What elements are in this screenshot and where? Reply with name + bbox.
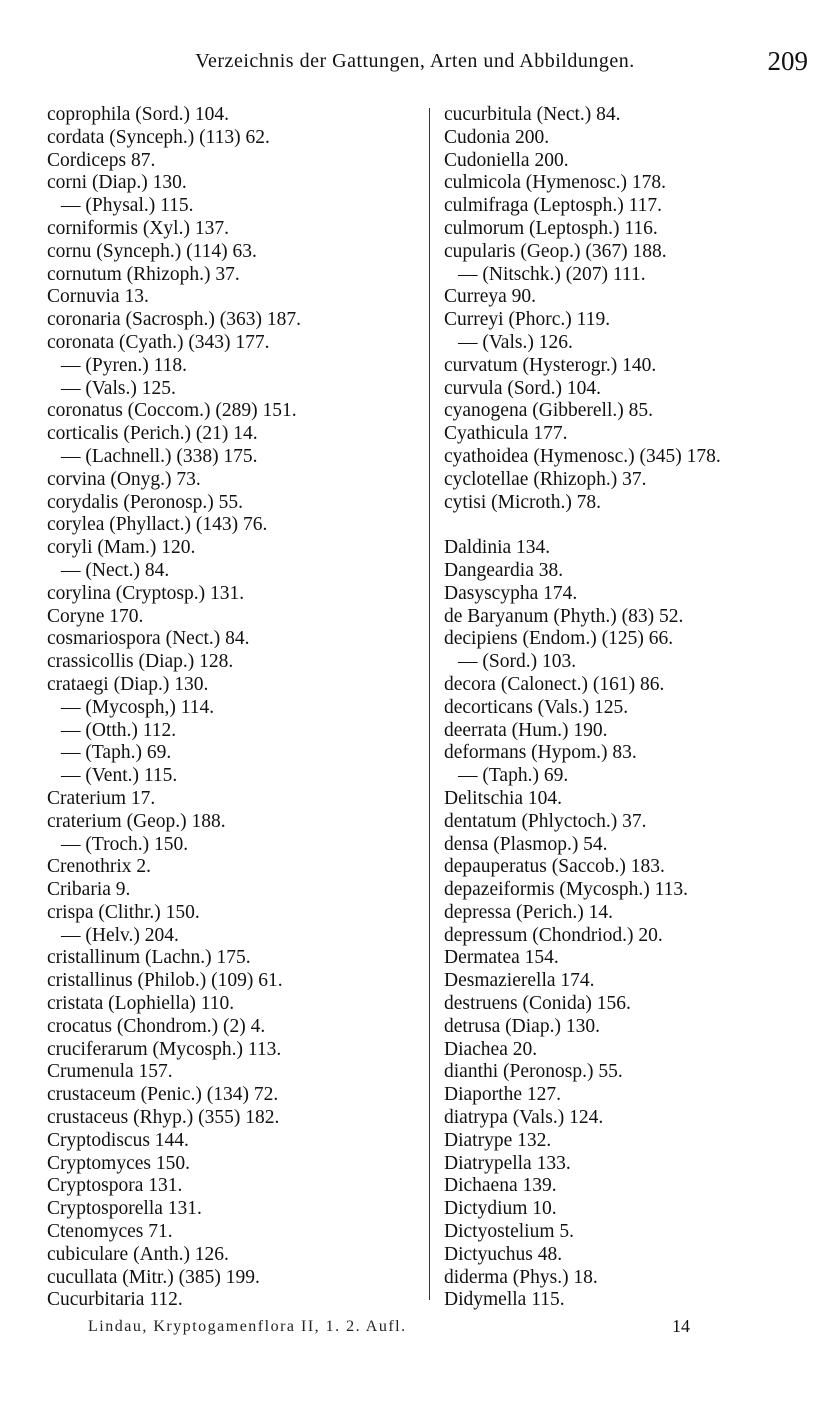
index-entry: dianthi (Peronosp.) 55. [444,1061,623,1083]
index-entry: — (Nect.) 84. [61,559,170,581]
index-entry: — (Vals.) 126. [458,331,573,353]
index-entry: cupularis (Geop.) (367) 188. [444,240,667,262]
index-entry: corylea (Phyllact.) (143) 76. [47,514,268,536]
index-entry: crustaceus (Rhyp.) (355) 182. [47,1107,280,1129]
index-entry: Cucurbitaria 112. [47,1289,183,1311]
index-entry: Cornuvia 13. [47,286,149,308]
index-entry: Dictyuchus 48. [444,1243,563,1265]
index-entry: — (Vals.) 125. [61,377,176,399]
index-entry: depressa (Perich.) 14. [444,901,613,923]
footer-source: Lindau, Kryptogamenflora II, 1. 2. Aufl. [88,1318,407,1335]
index-entry: decora (Calonect.) (161) 86. [444,673,665,695]
index-entry: Cyathicula 177. [444,423,568,445]
index-entry: Cryptospora 131. [47,1175,183,1197]
index-entry: Coryne 170. [47,605,144,627]
index-entry: densa (Plasmop.) 54. [444,833,608,855]
index-entry: crataegi (Diap.) 130. [47,673,209,695]
index-entry: deerrata (Hum.) 190. [444,719,608,741]
index-entry: cyanogena (Gibberell.) 85. [444,400,653,422]
index-entry: — (Sord.) 103. [458,651,577,673]
index-entry: culmorum (Leptosph.) 116. [444,217,658,239]
index-entry: Cribaria 9. [47,879,131,901]
index-entry: crocatus (Chondrom.) (2) 4. [47,1015,266,1037]
index-entry: curvula (Sord.) 104. [444,377,602,399]
index-entry: coronaria (Sacrosph.) (363) 187. [47,309,301,331]
index-entry: — (Mycosph,) 114. [61,696,215,718]
index-entry: cruciferarum (Mycosph.) 113. [47,1038,282,1060]
index-entry: coryli (Mam.) 120. [47,537,196,559]
footer-signature: 14 [672,1316,690,1336]
page-number: 209 [767,46,808,76]
index-entry: cristallinum (Lachn.) 175. [47,947,251,969]
index-entry: Diatrypella 133. [444,1152,571,1174]
index-entry: corvina (Onyg.) 73. [47,468,201,490]
index-entry: detrusa (Diap.) 130. [444,1015,600,1037]
index-entry [444,514,830,537]
index-entry: Ctenomyces 71. [47,1221,173,1243]
index-entry: Dangeardia 38. [444,559,564,581]
index-entry: — (Otth.) 112. [61,719,177,741]
index-entry: deformans (Hypom.) 83. [444,742,637,764]
index-entry: Dictydium 10. [444,1198,557,1220]
index-entry: cytisi (Microth.) 78. [444,491,602,513]
index-entry: corylina (Cryptosp.) 131. [47,582,245,604]
index-entry: cubiculare (Anth.) 126. [47,1243,229,1265]
index-entry: crispa (Clithr.) 150. [47,901,200,923]
index-entry: — (Taph.) 69. [61,742,172,764]
index-entry: Diachea 20. [444,1038,538,1060]
index-entry: cucurbitula (Nect.) 84. [444,104,621,125]
index-entry: — (Pyren.) 118. [61,354,188,376]
index-entry: Dictyostelium 5. [444,1221,574,1243]
running-header: Verzeichnis der Gattungen, Arten und Abbildungen. [195,50,635,72]
index-entry: craterium (Geop.) 188. [47,810,226,832]
index-column-right [444,104,830,1312]
index-entry: Crumenula 157. [47,1061,173,1083]
index-entry: curvatum (Hysterogr.) 140. [444,354,657,376]
index-entry: Cudonia 200. [444,126,550,148]
index-entry: Craterium 17. [47,787,156,809]
index-entry: diatrypa (Vals.) 124. [444,1107,604,1129]
index-entry: coronata (Cyath.) (343) 177. [47,331,270,353]
index-entry: — (Vent.) 115. [61,765,178,787]
index-entry: Dermatea 154. [444,947,559,969]
index-entry: cristata (Lophiella) 110. [47,993,235,1015]
index-entry: Cryptodiscus 144. [47,1129,189,1151]
index-entry: culmicola (Hymenosc.) 178. [444,172,667,194]
index-entry: — (Taph.) 69. [458,765,569,787]
index-entry: decorticans (Vals.) 125. [444,696,629,718]
index-entry: depressum (Chondriod.) 20. [444,924,663,946]
index-entry: Cryptosporella 131. [47,1198,202,1220]
index-entry: cordata (Synceph.) (113) 62. [47,126,270,148]
index-entry: — (Physal.) 115. [61,195,194,217]
index-entry: diderma (Phys.) 18. [444,1266,598,1288]
index-entry: — (Nitschk.) (207) 111. [458,263,646,285]
index-entry: depazeiformis (Mycosph.) 113. [444,879,689,901]
index-entry: Didymella 115. [444,1289,565,1311]
index-entry: Cudoniella 200. [444,149,569,171]
index-entry: crustaceum (Penic.) (134) 72. [47,1084,279,1106]
index-entry: corni (Diap.) 130. [47,172,187,194]
index-entry: Delitschia 104. [444,787,563,809]
index-entry: cristallinus (Philob.) (109) 61. [47,970,283,992]
index-entry: culmifraga (Leptosph.) 117. [444,195,663,217]
index-entry: cornu (Synceph.) (114) 63. [47,240,257,262]
index-entry: crassicollis (Diap.) 128. [47,651,234,673]
index-entry: cucullata (Mitr.) (385) 199. [47,1266,260,1288]
index-entry: — (Helv.) 204. [61,924,179,946]
index-entry: cornutum (Rhizoph.) 37. [47,263,240,285]
index-entry: — (Lachnell.) (338) 175. [61,445,258,467]
column-divider [429,108,430,1300]
index-entry: Dichaena 139. [444,1175,557,1197]
index-entry: corticalis (Perich.) (21) 14. [47,423,258,445]
index-entry: Curreyi (Phorc.) 119. [444,309,611,331]
index-entry: Cordiceps 87. [47,149,156,171]
index-entry: Dasyscypha 174. [444,582,578,604]
index-entry: Diatrype 132. [444,1129,552,1151]
index-entry: depauperatus (Saccob.) 183. [444,856,665,878]
index-entry: corydalis (Peronosp.) 55. [47,491,244,513]
index-entry: decipiens (Endom.) (125) 66. [444,628,674,650]
index-entry: corniformis (Xyl.) 137. [47,217,229,239]
index-entry: Curreya 90. [444,286,537,308]
index-entry: destruens (Conida) 156. [444,993,631,1015]
index-entry: dentatum (Phlyctoch.) 37. [444,810,647,832]
index-entry: Crenothrix 2. [47,856,151,878]
index-entry: cosmariospora (Nect.) 84. [47,628,250,650]
index-entry: cyclotellae (Rhizoph.) 37. [444,468,647,490]
index-entry: Diaporthe 127. [444,1084,561,1106]
index-entry: cyathoidea (Hymenosc.) (345) 178. [444,445,721,467]
index-entry: Desmazierella 174. [444,970,595,992]
index-entry: de Baryanum (Phyth.) (83) 52. [444,605,684,627]
index-entry: — (Troch.) 150. [61,833,189,855]
index-entry: Cryptomyces 150. [47,1152,190,1174]
index-column-left [47,104,437,1312]
index-entry: coronatus (Coccom.) (289) 151. [47,400,297,422]
index-entry: coprophila (Sord.) 104. [47,104,229,125]
index-entry: Daldinia 134. [444,537,551,559]
